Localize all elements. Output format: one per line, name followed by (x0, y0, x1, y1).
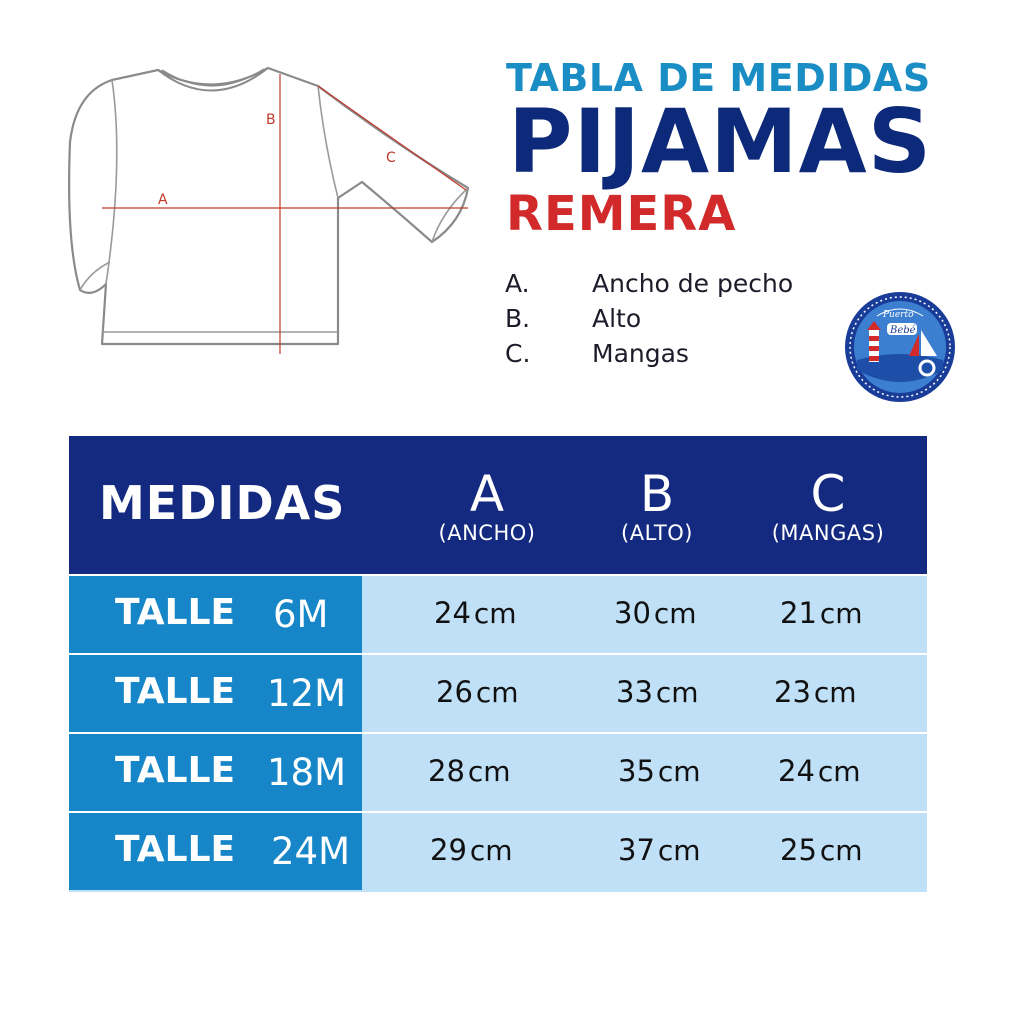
legend-letter: C. (505, 339, 531, 368)
table-row (69, 811, 927, 890)
cell-ancho: 26 cm (436, 675, 519, 709)
legend-item-b (505, 301, 793, 336)
row-label (69, 813, 362, 890)
svg-text:Bebé: Bebé (890, 325, 916, 336)
cell-mangas: 21 cm (780, 596, 863, 630)
legend-letter: A. (505, 269, 530, 298)
cell-ancho: 24 cm (434, 596, 517, 630)
svg-text:Puerto: Puerto (883, 310, 914, 320)
cell-alto: 37 cm (618, 833, 701, 867)
row-label-size: 18M (267, 751, 347, 794)
measurement-legend (505, 266, 793, 371)
column-letter: C (810, 465, 846, 523)
cell-alto: 30 cm (614, 596, 697, 630)
title-tabla-de-medidas: TABLA DE MEDIDAS (506, 56, 931, 100)
legend-letter: B. (505, 304, 531, 333)
table-header-title: MEDIDAS (99, 476, 346, 530)
row-values (362, 813, 927, 890)
row-label-size: 6M (273, 593, 329, 636)
row-label-talle: TALLE (115, 671, 236, 712)
label-c: C (386, 150, 396, 166)
size-table (69, 436, 927, 892)
cell-mangas: 25 cm (780, 833, 863, 867)
shirt-outline-illustration (62, 62, 482, 362)
row-label-size: 24M (271, 830, 351, 873)
table-row (69, 574, 927, 653)
title-pijamas: PIJAMAS (508, 90, 933, 193)
shirt-measurement-diagram (62, 62, 482, 362)
column-letter: B (639, 465, 675, 523)
cell-ancho: 28 cm (428, 754, 511, 788)
table-row (69, 653, 927, 732)
cell-mangas: 23 cm (774, 675, 857, 709)
legend-text: Ancho de pecho (592, 269, 794, 298)
column-subtitle: (MANGAS) (771, 521, 885, 545)
cell-ancho: 29 cm (430, 833, 513, 867)
cell-alto: 33 cm (616, 675, 699, 709)
label-a: A (158, 192, 168, 208)
legend-item-a (505, 266, 793, 301)
row-label-size: 12M (267, 672, 347, 715)
row-values (362, 576, 927, 653)
legend-item-c (505, 336, 793, 371)
row-values (362, 734, 927, 811)
column-header-c (743, 465, 913, 546)
cell-alto: 35 cm (618, 754, 701, 788)
row-label (69, 734, 362, 811)
row-label (69, 576, 362, 653)
column-letter: A (469, 465, 505, 523)
row-label-talle: TALLE (115, 592, 236, 633)
row-label-talle: TALLE (115, 829, 236, 870)
column-header-b (572, 465, 742, 546)
cell-mangas: 24 cm (778, 754, 861, 788)
table-row (69, 732, 927, 811)
table-header (69, 436, 927, 574)
column-subtitle: (ALTO) (621, 521, 693, 545)
row-label (69, 655, 362, 732)
column-subtitle: (ANCHO) (438, 521, 536, 545)
title-remera: REMERA (506, 186, 737, 242)
row-values (362, 655, 927, 732)
row-label-talle: TALLE (115, 750, 236, 791)
column-header-a (402, 465, 572, 546)
label-b: B (266, 112, 276, 128)
legend-text: Mangas (592, 339, 689, 368)
legend-text: Alto (592, 304, 642, 333)
brand-logo (843, 290, 957, 404)
table-bottom-border (69, 890, 927, 892)
puerto-bebe-logo-icon (843, 290, 957, 404)
